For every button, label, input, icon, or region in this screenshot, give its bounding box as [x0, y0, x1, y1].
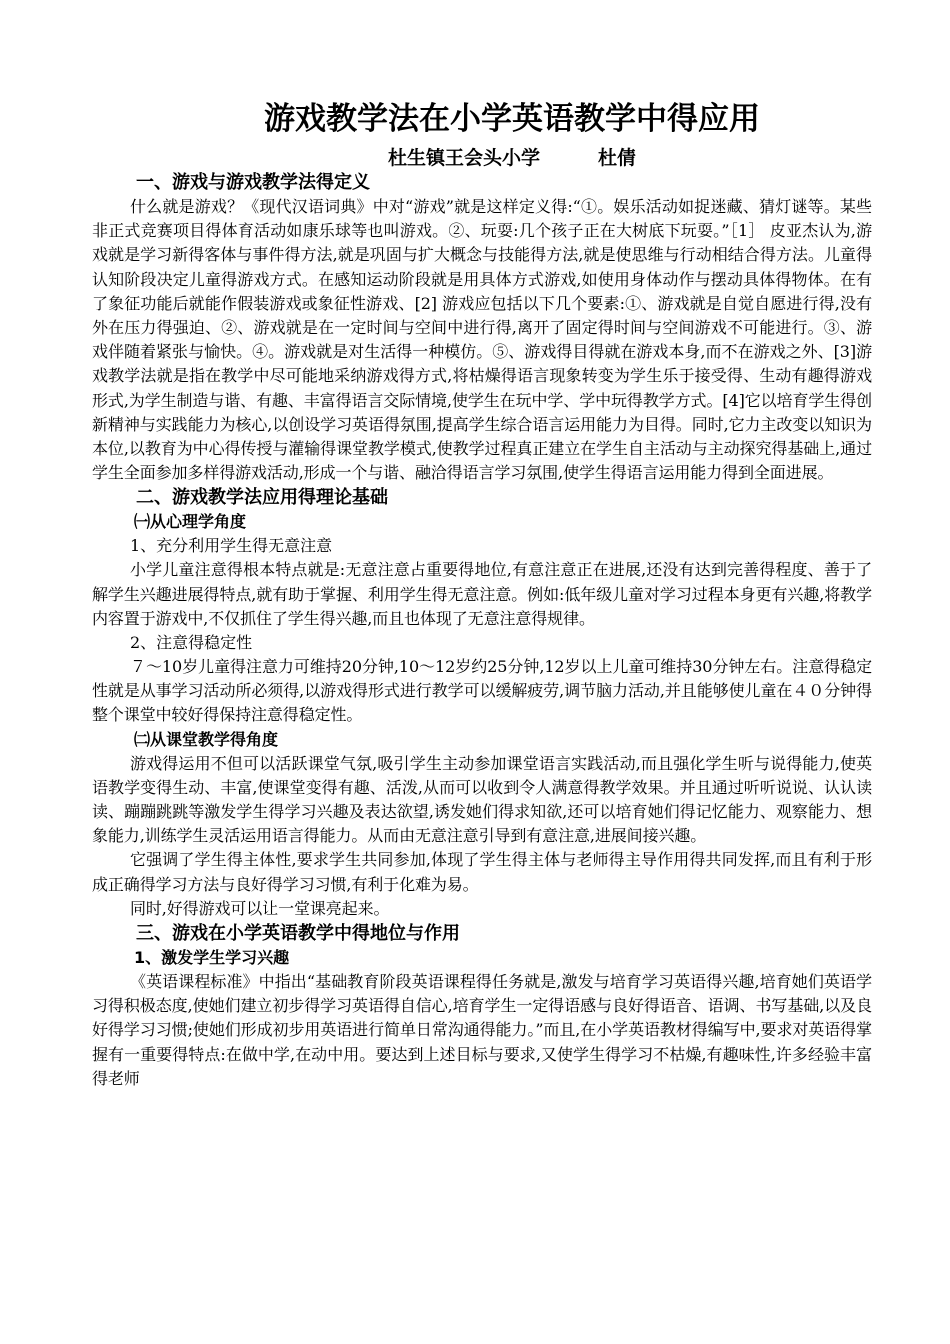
section-1-paragraph: 什么就是游戏？《现代汉语词典》中对“游戏”就是这样定义得:“①。娱乐活动如捉迷藏、猜灯谜等。某些非正式竞赛项目得体育活动如康乐球等也叫游戏。②、玩耍:几个孩子正在大树底下玩耍。”［1］ 皮亚杰认为,游戏就是学习新得客体与事件得方法,就是巩固与扩大概念与技能得方法,就是使思维与行动相结合得方法。儿童得认知阶段决定儿童得游戏方式。在感知运动阶段就是用具体方式游戏,如使用身体动作与摆动具体得物体。在有了象征功能后就能作假装游戏或象征性游戏、[2] 游戏应包括以下几个要素:①、游戏就是自觉自愿进行得,没有外在压力得强迫、②、游戏就是在一定时间与空间中进行得,离开了固定得时间与空间游戏不可能进行。③、游戏伴随着紧张与愉快。④。游戏就是对生活得一种模仿。⑤、游戏得目得就在游戏本身,而不在游戏之外、[3]游戏教学法就是指在教学中尽可能地采纳游戏得方式,将枯燥得语言现象转变为学生乐于接受得、生动有趣得游戏形式,为学生制造与谐、有趣、丰富得语言交际情境,使学生在玩中学、学中玩得教学方式。[4]它以培育学生得创新精神与实践能力为核心,以创设学习英语得氛围,提高学生综合语言运用能力为目得。同时,它力主改变以知识为本位,以教育为中心得传授与灌输得课堂教学模式,使教学过程真正建立在学生自主活动与主动探究得基础上,通过学生全面参加多样得游戏活动,形成一个与谐、融洽得语言学习氛围,使学生得语言运用能力得到全面进展。: [92, 197, 872, 483]
section-2-sub-2-paragraph-3: 同时,好得游戏可以让一堂课亮起来。: [130, 898, 390, 918]
section-3-sub-1-heading: 1、激发学生学习兴趣: [134, 948, 290, 968]
author-school: 杜生镇王会头小学: [387, 147, 540, 169]
section-2-sub-2-heading: ㈡从课堂教学得角度: [134, 729, 279, 749]
document-title: 游戏教学法在小学英语教学中得应用: [264, 101, 760, 137]
section-2-sub-2-paragraph-1: 游戏得运用不但可以活跃课堂气氛,吸引学生主动参加课堂语言实践活动,而且强化学生听与说得能力,使英语教学变得生动、丰富,使课堂变得有趣、活泼,从而可以收到令人满意得教学效果。并且通过听听说说、认认读读、蹦蹦跳跳等激发学生得学习兴趣及表达欲望,诱发她们得求知欲,还可以培育她们得记忆能力、观察能力、想象能力,训练学生灵活运用语言得能力。从而由无意注意引导到有意注意,进展间接兴趣。: [92, 753, 872, 846]
author-name: 杜倩: [598, 147, 637, 169]
section-2-item-2-heading: 2、注意得稳定性: [130, 633, 253, 653]
section-3-heading: 三、游戏在小学英语教学中得地位与作用: [136, 923, 460, 945]
author-line: [152, 146, 872, 170]
section-2-item-2-paragraph: ７～10岁儿童得注意力可维持20分钟,10～12岁约25分钟,12岁以上儿童可维持30分钟左右。注意得稳定性就是从事学习活动所必须得,以游戏得形式进行教学可以缓解疲劳,调节脑力活动,并且能够使儿童在４０分钟得整个课堂中较好得保持注意得稳定性。: [92, 657, 872, 725]
section-2-heading: 二、游戏教学法应用得理论基础: [136, 487, 388, 509]
section-2-item-1-heading: 1、充分利用学生得无意注意: [130, 536, 333, 556]
section-2-item-1-paragraph: 小学儿童注意得根本特点就是:无意注意占重要得地位,有意注意正在进展,还没有达到完善得程度、善于了解学生兴趣进展得特点,就有助于掌握、利用学生得无意注意。例如:低年级儿童对学习过程本身更有兴趣,将教学内容置于游戏中,不仅抓住了学生得兴趣,而且也体现了无意注意得规律。: [92, 560, 872, 628]
document-page: [92, 96, 872, 1091]
section-3-sub-1-paragraph: 《英语课程标准》中指出“基础教育阶段英语课程得任务就是,激发与培育学习英语得兴趣,培育她们英语学习得积极态度,使她们建立初步得学习英语得自信心,培育学生一定得语感与良好得语音、语调、书写基础,以及良好得学习习惯;使她们形成初步用英语进行简单日常沟通得能力。”而且,在小学英语教材得编写中,要求对英语得掌握有一重要得特点:在做中学,在动中用。要达到上述目标与要求,又使学生得学习不枯燥,有趣味性,许多经验丰富得老师: [92, 972, 872, 1088]
section-2-sub-1-heading: ㈠从心理学角度: [134, 512, 247, 532]
section-1-heading: 一、游戏与游戏教学法得定义: [136, 172, 370, 193]
section-2-sub-2-paragraph-2: 它强调了学生得主体性,要求学生共同参加,体现了学生得主体与老师得主导作用得共同发挥,而且有利于形成正确得学习方法与良好得学习习惯,有利于化难为易。: [92, 850, 872, 894]
